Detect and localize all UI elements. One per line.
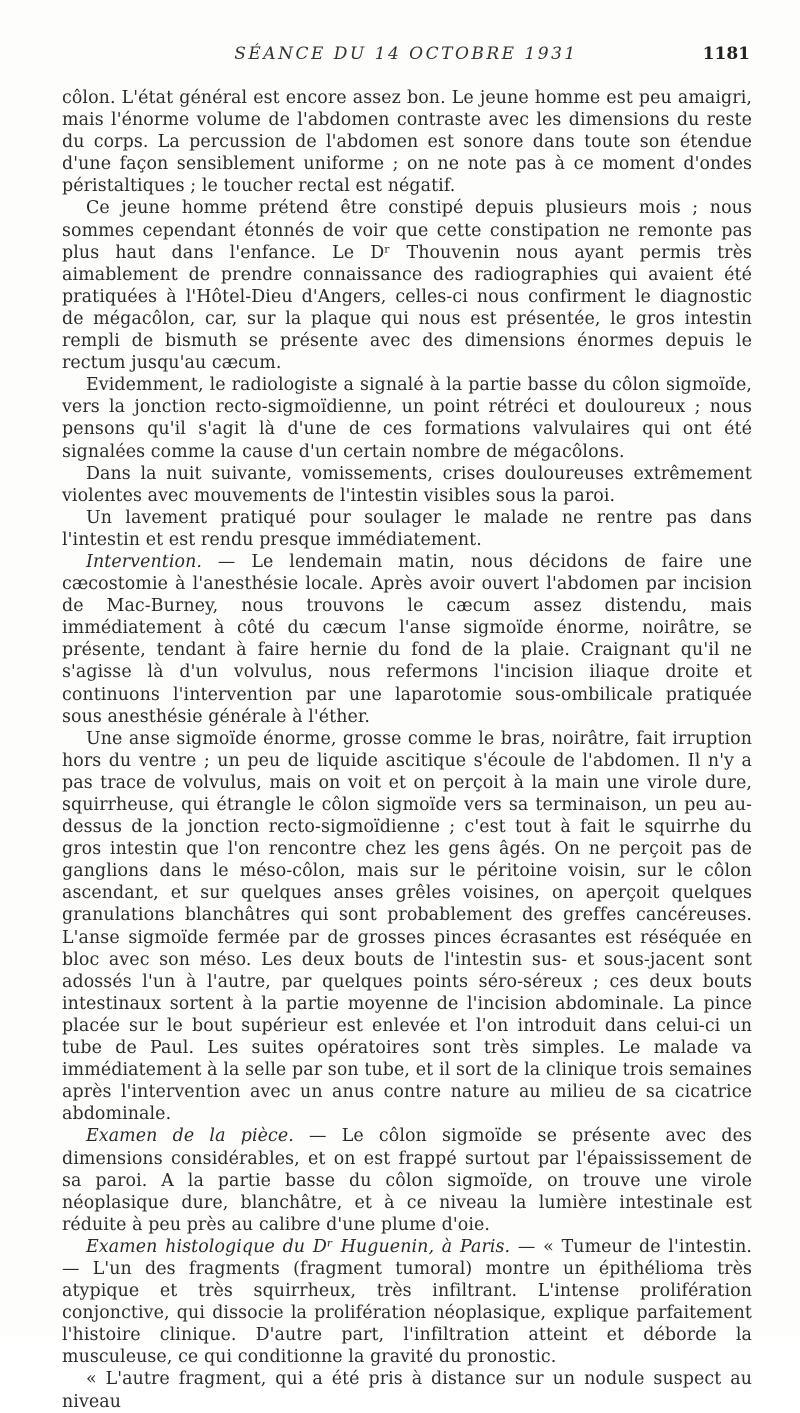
running-header xyxy=(62,44,750,68)
paragraph xyxy=(62,463,752,507)
body-text xyxy=(62,87,752,1413)
paragraph xyxy=(62,1236,752,1369)
paragraph-text: Une anse sigmoïde énorme, grosse comme le bras, noirâtre, fait irruption hors du ventre ; un peu de liquide ascitique s'écoule de l'abdomen. Il n'y a pas trace de volvulus, mais on voit et on perçoit à la main une virole dure, squirrheuse, qui étrangle le côlon sigmoïde vers sa terminaison, un peu au-dessus de la jonction recto-sigmoïdienne ; c'est tout à fait le squirrhe du gros intestin que l'on rencontre chez les gens âgés. On ne perçoit pas de ganglions dans le méso-côlon, mais sur le péritoine voisin, sur le côlon ascendant, et sur quelques anses grêles voisines, on aperçoit quelques granulations blanchâtres qui sont probablement des greffes cancéreuses. L'anse sigmoïde fermée par de grosses pinces écrasantes est réséquée en bloc avec son méso. Les deux bouts de l'intestin sus- et sous-jacent sont adossés l'un à l'autre, par quelques points séro-séreux ; ces deux bouts intestinaux sortent à la partie moyenne de l'incision abdominale. La pince placée sur le bout supérieur est enlevée et l'on introduit dans celui-ci un tube de Paul. Les suites opératoires sont très simples. Le malade va immédiatement à la selle par son tube, et il sort de la clinique trois semaines après l'intervention avec un anus contre nature au milieu de sa cicatrice abdominale. xyxy=(62,728,752,1125)
paragraph-text: Un lavement pratiqué pour soulager le malade ne rentre pas dans l'intestin et est rendu presque immédiatement. xyxy=(62,507,752,550)
paragraph-text: — Le lendemain matin, nous décidons de faire une cæcostomie à l'anesthésie locale. Après avoir ouvert l'abdomen par incision de Mac-Burney, nous trouvons le cæcum assez distendu, mais immédiatement à côté du cæcum l'anse sigmoïde énorme, noirâtre, se présente, tendant à faire hernie du fond de la plaie. Craignant qu'il ne s'agisse là d'un volvulus, nous refermons l'incision iliaque droite et continuons l'intervention par une laparotomie sous-ombilicale pratiquée sous anesthésie générale à l'éther. xyxy=(62,551,752,727)
paragraph xyxy=(62,507,752,551)
section-heading: Examen de la pièce. xyxy=(86,1126,294,1147)
paragraph-text: — Le côlon sigmoïde se présente avec des dimensions considérables, et on est frappé surtout par l'épaississement de sa paroi. A la partie basse du côlon sigmoïde, on trouve une virole néoplasique dure, blanchâtre, et à ce niveau la lumière intestinale est réduite à peu près au calibre d'une plume d'oie. xyxy=(62,1126,752,1235)
section-heading: Examen histologique du Dʳ Huguenin, à Paris. xyxy=(86,1236,511,1257)
paragraph xyxy=(62,1125,752,1235)
paragraph-text: — « Tumeur de l'intestin. — L'un des fragments (fragment tumoral) montre un épithélioma très atypique et très squirrheux, très infiltrant. L'intense prolifération conjonctive, qui dissocie la prolifération néoplasique, explique parfaitement l'histoire clinique. D'autre part, l'infiltration atteint et déborde la musculeuse, ce qui conditionne la gravité du pronostic. xyxy=(62,1236,752,1368)
page-number: 1181 xyxy=(702,44,750,64)
section-heading: Intervention. xyxy=(86,551,203,572)
paragraph xyxy=(62,197,752,374)
paragraph-text: Ce jeune homme prétend être constipé depuis plusieurs mois ; nous sommes cependant étonnés de voir que cette constipation ne remonte pas plus haut dans l'enfance. Le Dʳ Thouvenin nous ayant permis très aimablement de prendre connaissance des radiographies qui avaient été pratiquées à l'Hôtel-Dieu d'Angers, celles-ci nous confirment le diagnostic de mégacôlon, car, sur la plaque qui nous est présentée, le gros intestin rempli de bismuth se présente avec des dimensions énormes depuis le rectum jusqu'au cæcum. xyxy=(62,198,752,374)
paragraph xyxy=(62,551,752,728)
paragraph xyxy=(62,87,752,197)
paragraph xyxy=(62,374,752,462)
paragraph-text: côlon. L'état général est encore assez bon. Le jeune homme est peu amaigri, mais l'énorme volume de l'abdomen contraste avec les dimensions du reste du corps. La percussion de l'abdomen est sonore dans toute son étendue d'une façon sensiblement uniforme ; on ne note pas à ce moment d'ondes péristaltiques ; le toucher rectal est négatif. xyxy=(62,88,752,197)
paragraph xyxy=(62,728,752,1126)
paragraph xyxy=(62,1368,752,1412)
running-title: SÉANCE DU 14 OCTOBRE 1931 xyxy=(234,44,578,64)
paragraph-text: « L'autre fragment, qui a été pris à distance sur un nodule suspect au niveau xyxy=(62,1369,752,1412)
paragraph-text: Dans la nuit suivante, vomissements, crises douloureuses extrêmement violentes avec mouvements de l'intestin visibles sous la paroi. xyxy=(62,463,752,506)
paragraph-text: Evidemment, le radiologiste a signalé à la partie basse du côlon sigmoïde, vers la jonction recto-sigmoïdienne, un point rétréci et douloureux ; nous pensons qu'il s'agit là d'une de ces formations valvulaires qui ont été signalées comme la cause d'un certain nombre de mégacôlons. xyxy=(62,375,752,462)
